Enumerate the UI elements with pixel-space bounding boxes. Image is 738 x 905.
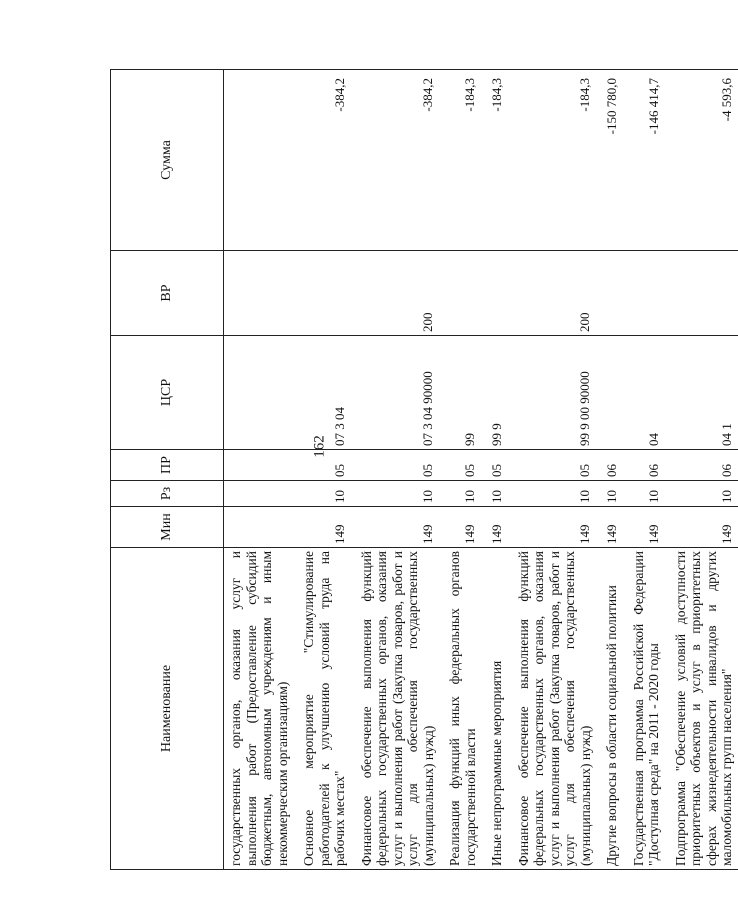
cell-name: Государственная программа Российской Федерации "Доступная среда" на 2011 - 2020 годы	[623, 548, 665, 870]
table-row	[596, 70, 623, 870]
cell-csr: 04 1	[665, 336, 738, 450]
cell-min	[224, 507, 294, 548]
cell-sum: -184,3	[439, 70, 481, 251]
cell-rz: 10	[596, 481, 623, 507]
header-sum: Сумма	[111, 70, 224, 251]
cell-csr: 07 3 04 90000	[351, 336, 440, 450]
header-pr: ПР	[111, 450, 224, 481]
cell-rz: 10	[481, 481, 508, 507]
cell-rz: 10	[623, 481, 665, 507]
table-row	[293, 70, 351, 870]
table-row	[439, 70, 481, 870]
cell-name: Финансовое обеспечение выполнения функций федеральных государственных органов, оказания услуг и выполнения работ (Закупка товаров, работ и услуг для обеспечения государственных (муниципальных) нужд)	[508, 548, 597, 870]
cell-vr	[596, 251, 623, 336]
cell-name: Реализация функций иных федеральных органов государственной власти	[439, 548, 481, 870]
cell-vr	[481, 251, 508, 336]
cell-name: Основное мероприятие "Стимулирование работодателей к улучшению условий труда на рабочих местах"	[293, 548, 351, 870]
cell-min: 149	[596, 507, 623, 548]
cell-sum: -184,3	[508, 70, 597, 251]
cell-name: Иные непрограммные мероприятия	[481, 548, 508, 870]
table-row	[623, 70, 665, 870]
cell-min: 149	[351, 507, 440, 548]
table-header-row	[111, 70, 224, 870]
cell-pr: 06	[665, 450, 738, 481]
header-rz: Рз	[111, 481, 224, 507]
cell-name: Финансовое обеспечение выполнения функций федеральных государственных органов, оказания услуг и выполнения работ (Закупка товаров, работ и услуг для обеспечения государственных (муниципальных) нужд)	[351, 548, 440, 870]
header-csr: ЦСР	[111, 336, 224, 450]
cell-pr: 06	[623, 450, 665, 481]
budget-table	[110, 69, 738, 870]
cell-rz	[224, 481, 294, 507]
header-vr: ВР	[111, 251, 224, 336]
cell-sum: -146 414,7	[623, 70, 665, 251]
cell-pr: 06	[596, 450, 623, 481]
header-name: Наименование	[111, 548, 224, 870]
table-row	[665, 70, 738, 870]
cell-csr: 04	[623, 336, 665, 450]
cell-name: Подпрограмма "Обеспечение условий доступности приоритетных объектов и услуг в приоритетных сферах жизнедеятельности инвалидов и других маломобильных групп населения"	[665, 548, 738, 870]
page-number: 162	[311, 435, 328, 458]
table-row	[508, 70, 597, 870]
cell-rz: 10	[351, 481, 440, 507]
cell-sum	[224, 70, 294, 251]
cell-pr: 05	[439, 450, 481, 481]
cell-sum: -4 593,6	[665, 70, 738, 251]
cell-csr	[596, 336, 623, 450]
cell-vr: 200	[351, 251, 440, 336]
table-row	[351, 70, 440, 870]
cell-rz: 10	[665, 481, 738, 507]
cell-vr	[623, 251, 665, 336]
cell-vr	[224, 251, 294, 336]
cell-vr	[665, 251, 738, 336]
table-body	[224, 70, 738, 870]
cell-min: 149	[481, 507, 508, 548]
cell-vr	[293, 251, 351, 336]
header-min: Мин	[111, 507, 224, 548]
cell-pr: 05	[481, 450, 508, 481]
cell-csr	[224, 336, 294, 450]
cell-name: государственных органов, оказания услуг и выполнения работ (Предоставление субсидий бюджетным, автономным учреждениям и иным некоммерческим организациям)	[224, 548, 294, 870]
cell-sum: -384,2	[293, 70, 351, 251]
cell-vr	[439, 251, 481, 336]
cell-sum: -150 780,0	[596, 70, 623, 251]
cell-rz: 10	[439, 481, 481, 507]
budget-table-container	[110, 70, 735, 870]
cell-rz: 10	[293, 481, 351, 507]
cell-csr: 99 9	[481, 336, 508, 450]
cell-pr: 05	[351, 450, 440, 481]
cell-rz: 10	[508, 481, 597, 507]
cell-min: 149	[665, 507, 738, 548]
cell-min: 149	[293, 507, 351, 548]
cell-csr: 99	[439, 336, 481, 450]
cell-pr: 05	[293, 450, 351, 481]
cell-sum: -184,3	[481, 70, 508, 251]
rotated-table-frame	[110, 70, 735, 870]
cell-pr	[224, 450, 294, 481]
table-row	[224, 70, 294, 870]
cell-csr: 99 9 00 90000	[508, 336, 597, 450]
cell-sum: -384,2	[351, 70, 440, 251]
cell-pr: 05	[508, 450, 597, 481]
cell-min: 149	[439, 507, 481, 548]
cell-min: 149	[623, 507, 665, 548]
table-row	[481, 70, 508, 870]
cell-min: 149	[508, 507, 597, 548]
cell-name: Другие вопросы в области социальной политики	[596, 548, 623, 870]
cell-vr: 200	[508, 251, 597, 336]
cell-csr: 07 3 04	[293, 336, 351, 450]
